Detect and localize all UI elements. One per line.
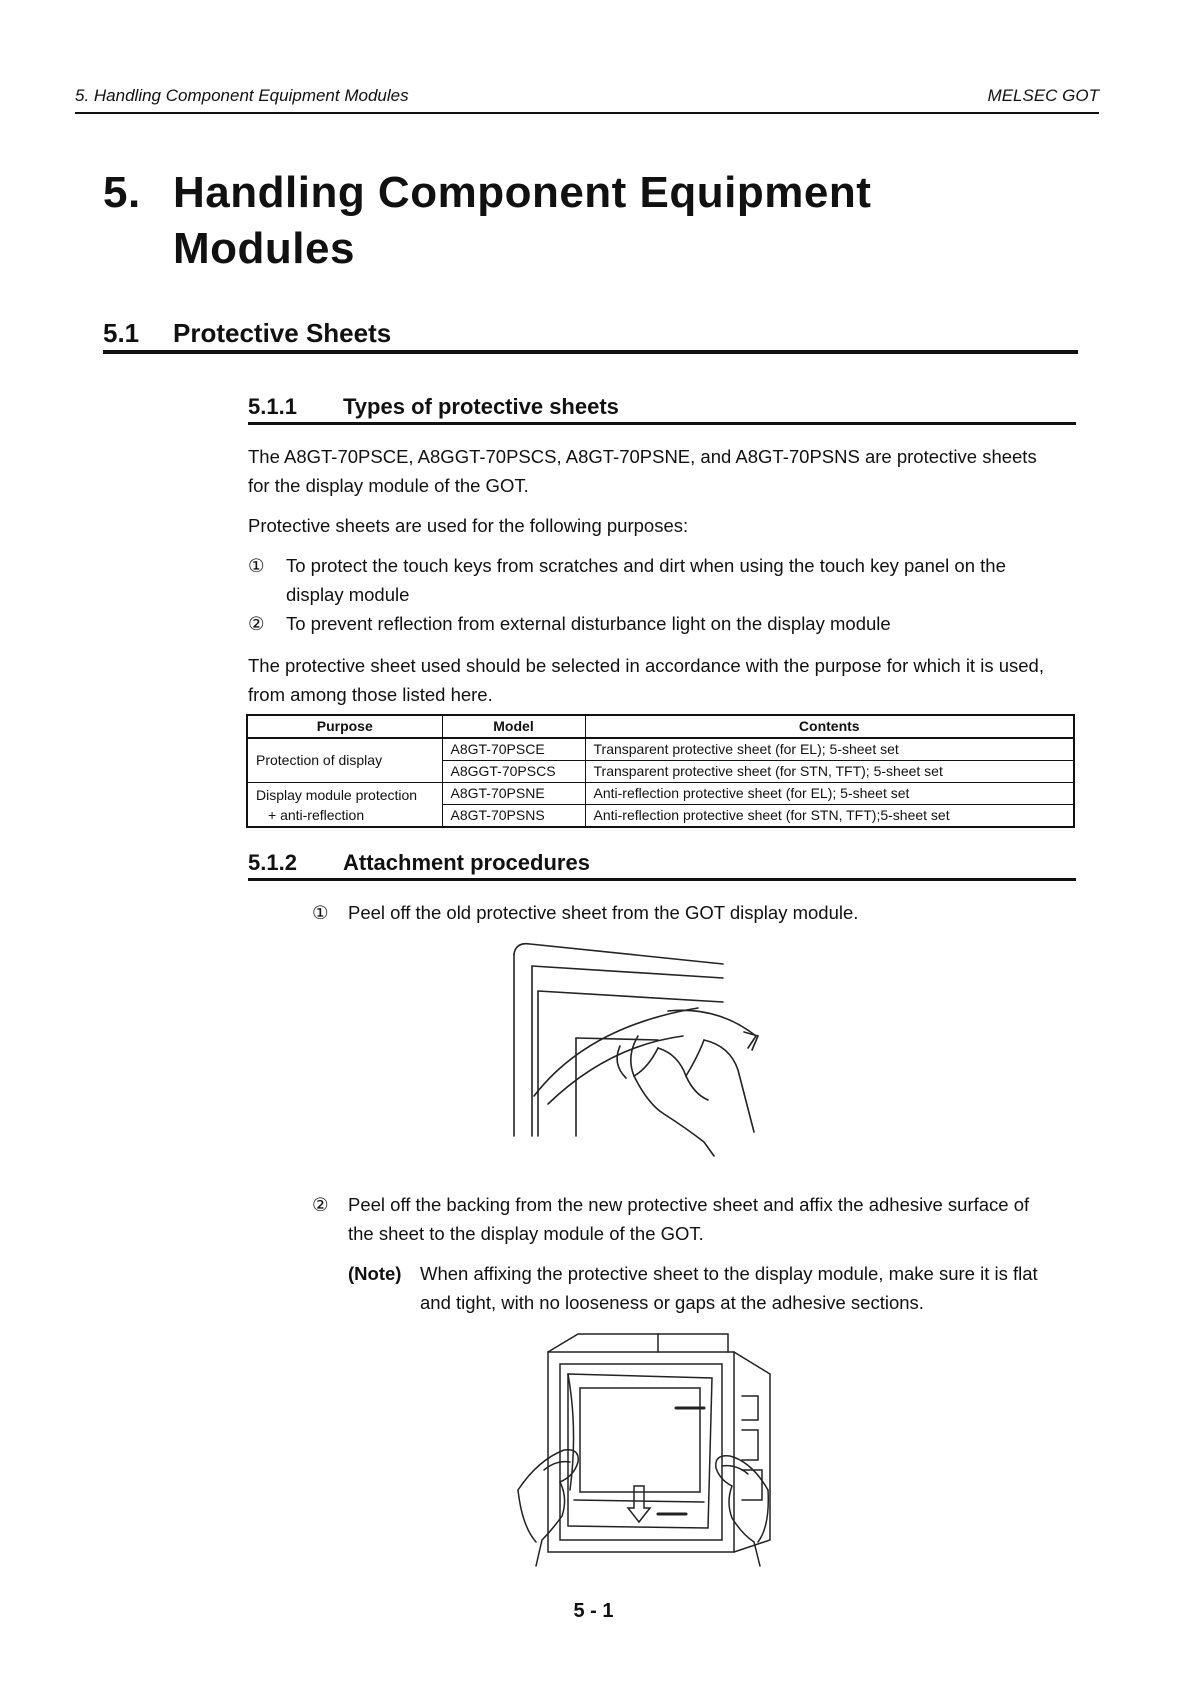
note-label: (Note) [348, 1263, 402, 1284]
frame-inner-top-edge [532, 966, 723, 978]
section-number: 5.1 [103, 318, 140, 348]
subsection-title-text-2: Attachment procedures [343, 850, 590, 875]
purpose-item-1-line2: display module [286, 584, 410, 605]
subsection-rule-1 [248, 422, 1076, 425]
chapter-title [103, 165, 1103, 277]
protective-sheet-table [246, 714, 1075, 828]
note-line2: and tight, with no looseness or gaps at the adhesive sections. [420, 1292, 924, 1313]
section-title [103, 318, 391, 349]
purpose-cell-1: Protection of display [247, 738, 442, 783]
selection-line-2: from among those listed here. [248, 684, 493, 705]
subsection-title-text-1: Types of protective sheets [343, 394, 619, 419]
header-model: Model [442, 715, 585, 738]
model-cell: A8GT-70PSCE [442, 738, 585, 761]
protective-sheet [568, 1374, 712, 1528]
peel-off-illustration [508, 936, 788, 1171]
section-title-text: Protective Sheets [173, 318, 392, 348]
hand-wrist [634, 1076, 714, 1156]
running-header-right: MELSEC GOT [987, 86, 1099, 105]
circled-two-icon: ② [248, 613, 265, 634]
purposes-lead: Protective sheets are used for the following purposes: [248, 515, 689, 536]
unit-top [548, 1334, 658, 1352]
subsection-number-1: 5.1.1 [248, 394, 297, 419]
purposes-list [248, 551, 1083, 638]
circled-one-icon: ① [312, 902, 329, 923]
screen-area [580, 1388, 700, 1492]
peeled-sheet-curve [534, 1008, 698, 1096]
purpose-cell-2 [247, 783, 442, 828]
right-hand [716, 1456, 768, 1490]
unit-bezel [560, 1364, 722, 1540]
step-2-line2: the sheet to the display module of the GOT. [348, 1223, 704, 1244]
purpose-cell-2-line2: + anti-reflection [268, 806, 365, 823]
intro-paragraph [248, 442, 1083, 500]
step-2-line1: Peel off the backing from the new protective sheet and affix the adhesive surface of [348, 1194, 1030, 1215]
contents-cell: Anti-reflection protective sheet (for STN, TFT);5-sheet set [585, 805, 1074, 828]
purpose-item-1 [248, 551, 1083, 609]
section-rule [103, 350, 1078, 354]
purpose-item-1-line1: To protect the touch keys from scratches and dirt when using the touch key panel on the [286, 555, 1006, 576]
intro-line-2: for the display module of the GOT. [248, 475, 529, 496]
contents-cell: Transparent protective sheet (for EL); 5-sheet set [585, 738, 1074, 761]
selection-paragraph [248, 651, 1083, 709]
circled-one-icon: ① [248, 555, 265, 576]
selection-line-1: The protective sheet used should be selected in accordance with the purpose for which it is used, [248, 655, 1044, 676]
model-cell: A8GGT-70PSCS [442, 761, 585, 783]
note [348, 1259, 1088, 1317]
running-header-left: 5. Handling Component Equipment Modules [75, 86, 409, 105]
purpose-item-2-line1: To prevent reflection from external disturbance light on the display module [286, 613, 891, 634]
step-1-text: Peel off the old protective sheet from the GOT display module. [348, 902, 859, 923]
contents-cell: Transparent protective sheet (for STN, TFT); 5-sheet set [585, 761, 1074, 783]
intro-line-1: The A8GT-70PSCE, A8GGT-70PSCS, A8GT-70PSNE, and A8GT-70PSNS are protective sheets [248, 446, 1037, 467]
header-purpose: Purpose [247, 715, 442, 738]
chapter-title-line1: Handling Component Equipment [173, 168, 872, 217]
page-number: 5 - 1 [573, 1600, 614, 1622]
frame-top-edge [514, 944, 723, 964]
subsection-title-2 [248, 850, 590, 876]
subsection-title-1 [248, 394, 619, 420]
affix-sheet-illustration [508, 1330, 808, 1570]
table-header-row [247, 715, 1074, 738]
circled-two-icon: ② [312, 1194, 329, 1215]
chapter-number: 5. [103, 168, 141, 217]
chapter-title-line2: Modules [173, 224, 355, 273]
subsection-rule-2 [248, 878, 1076, 881]
table-row [247, 738, 1074, 761]
unit-side [734, 1352, 770, 1552]
step-2 [312, 1190, 1092, 1248]
screen-top-edge [538, 991, 723, 1002]
model-cell: A8GT-70PSNE [442, 783, 585, 805]
header-rule [75, 112, 1099, 114]
purpose-item-2 [248, 609, 1083, 638]
note-line1: When affixing the protective sheet to the display module, make sure it is flat [420, 1263, 1038, 1284]
table-row [247, 783, 1074, 805]
purpose-cell-2-line1: Display module protection [256, 786, 418, 803]
step-1 [312, 898, 1072, 927]
header-contents: Contents [585, 715, 1074, 738]
contents-cell: Anti-reflection protective sheet (for EL); 5-sheet set [585, 783, 1074, 805]
subsection-number-2: 5.1.2 [248, 850, 297, 875]
model-cell: A8GT-70PSNS [442, 805, 585, 828]
